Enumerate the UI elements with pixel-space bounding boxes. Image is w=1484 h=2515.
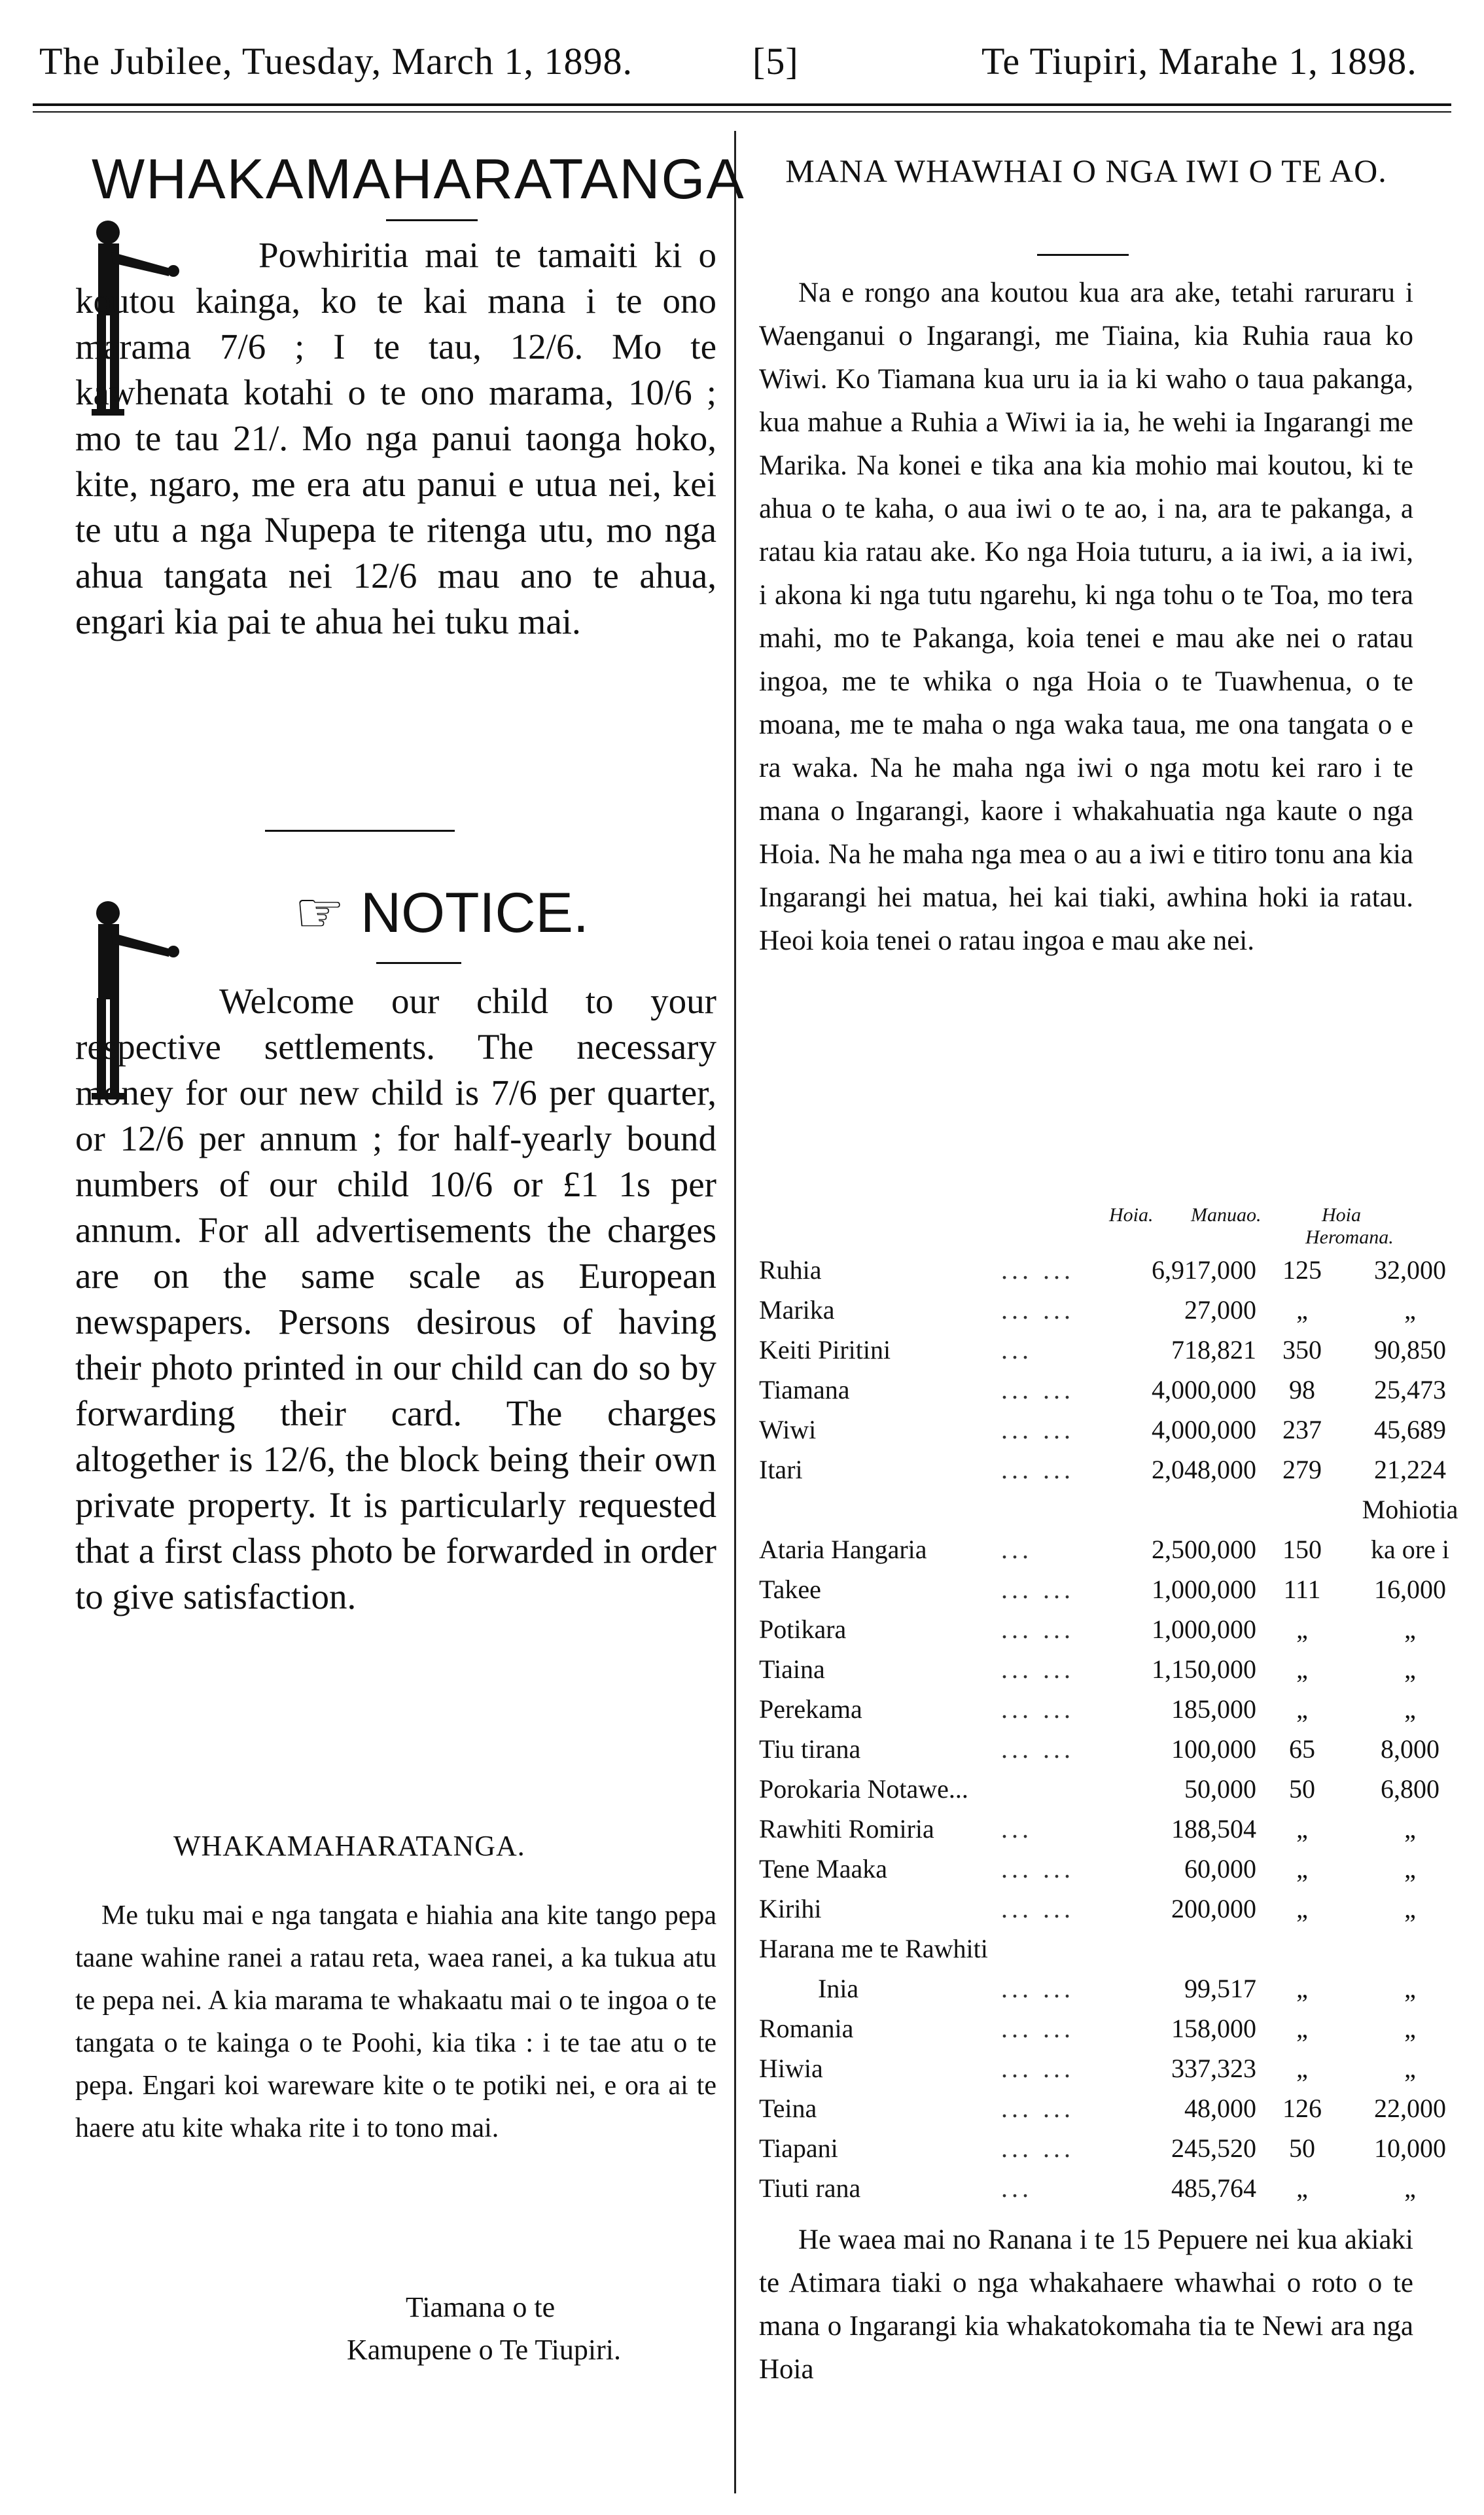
warships-count: 50 <box>1289 2133 1315 2163</box>
warships-count: „ <box>1296 1814 1308 1844</box>
table-row <box>759 1609 1472 1649</box>
english-notice-body <box>75 978 716 1620</box>
article-outro <box>759 2219 1413 2391</box>
country-name: Tiapani <box>759 2133 838 2163</box>
table-row <box>759 2048 1472 2088</box>
reserve-count: „ <box>1404 2173 1416 2203</box>
table-row <box>759 2008 1472 2048</box>
soldiers-count: 2,500,000 <box>1152 1535 1256 1564</box>
soldiers-count <box>1112 1489 1256 1529</box>
leader-dots: ... ... <box>1001 1734 1074 1764</box>
warships-count: 98 <box>1289 1375 1315 1404</box>
reserve-count: „ <box>1404 1854 1416 1883</box>
statistics-table-wrap <box>759 1250 1472 2208</box>
leader-dots: ... ... <box>1001 1894 1074 1923</box>
country-name: Porokaria Notawe... <box>759 1774 968 1804</box>
warships-count: 150 <box>1282 1535 1322 1564</box>
signature-line-2: Kamupene o Te Tiupiri. <box>347 2334 621 2366</box>
country-name: Rawhiti Romiria <box>759 1814 934 1844</box>
leader-dots <box>1001 1769 1112 1809</box>
warships-count: „ <box>1296 2014 1308 2043</box>
table-row <box>759 1569 1472 1609</box>
country-name: Teina <box>759 2094 817 2123</box>
soldiers-count: 48,000 <box>1184 2094 1256 2123</box>
leader-dots: ... ... <box>1001 1654 1074 1684</box>
table-row <box>759 1809 1472 1849</box>
leader-dots: ... <box>1001 1535 1033 1564</box>
country-name: Itari <box>759 1455 803 1484</box>
leader-dots: ... ... <box>1001 2094 1074 2123</box>
leader-dots: ... ... <box>1001 1614 1074 1644</box>
country-name: Hiwia <box>759 2054 823 2083</box>
country-name: Harana me te Rawhiti <box>759 1934 988 1963</box>
leader-dots: ... ... <box>1001 1575 1074 1604</box>
country-name: Marika <box>759 1295 835 1325</box>
notice-heading <box>294 880 589 946</box>
reserve-count: „ <box>1404 2014 1416 2043</box>
country-name: Takee <box>759 1575 821 1604</box>
col-header-heromana: Hoia Heromana. <box>1305 1204 1394 1248</box>
maori-notice-title: WHAKAMAHARATANGA <box>92 148 745 211</box>
table-row <box>759 2088 1472 2128</box>
reserve-count: „ <box>1404 1974 1416 2003</box>
soldiers-count: 185,000 <box>1171 1694 1256 1724</box>
header-left: The Jubilee, Tuesday, March 1, 1898. <box>39 40 633 82</box>
country-name: Perekama <box>759 1694 862 1724</box>
article-outro-text: He waea mai no Ranana i te 15 Pepuere nei kua akiaki te Atimara tiaki o nga whakahaere whawhai o roto o te mana o Ingarangi kia whakatokomaha tia te Newi ara nga Hoia <box>759 2224 1413 2385</box>
reserve-count: 32,000 <box>1374 1255 1446 1285</box>
reserve-count: 6,800 <box>1381 1774 1440 1804</box>
reserve-count: 16,000 <box>1374 1575 1446 1604</box>
soldiers-count: 50,000 <box>1184 1774 1256 1804</box>
header-right: Te Tiupiri, Marahe 1, 1898. <box>981 40 1417 82</box>
soldiers-count <box>1112 1929 1256 1969</box>
country-name: Tiu tirana <box>759 1734 861 1764</box>
reserve-count: 22,000 <box>1374 2094 1446 2123</box>
warships-count: „ <box>1296 1614 1308 1644</box>
reserve-count: „ <box>1404 1814 1416 1844</box>
warships-count: 237 <box>1282 1415 1322 1444</box>
subscription-notice-text: Me tuku mai e nga tangata e hiahia ana kite tango pepa taane wahine ranei a ratau reta, waea ranei, a ka tukua atu te pepa nei. A kia marama te whakaatu mai o te ingoa o te tangata o te kainga o te Poohi, kia tika : i te tae atu o te pepa. Engari koi wareware kite o te potiki nei, e ora ai te haere atu kite whaka rite i to tono mai. <box>75 1900 716 2143</box>
warships-count: „ <box>1296 1654 1308 1684</box>
reserve-count: 25,473 <box>1374 1375 1446 1404</box>
warships-count <box>1256 1929 1348 1969</box>
soldiers-count: 200,000 <box>1171 1894 1256 1923</box>
warships-count: „ <box>1296 1694 1308 1724</box>
reserve-count: „ <box>1404 1654 1416 1684</box>
table-row <box>759 1769 1472 1809</box>
country-name: Romania <box>759 2014 854 2043</box>
article-title: MANA WHAWHAI O NGA IWI O TE AO. <box>785 152 1387 189</box>
warships-count: 350 <box>1282 1335 1322 1365</box>
leader-dots: ... ... <box>1001 1974 1074 2003</box>
table-row <box>759 1529 1472 1569</box>
english-notice-text: Welcome our child to your respective settlements. The necessary money for our new child is 7/6 per quarter, or 12/6 per annum ; for half-yearly bound numbers of our child 10/6 or £1 1s per annum. For all advertisements the charges are on the same scale as European newspapers. Persons desirous of having their photo printed in our child can do so by forwarding their card. The charges altogether is 12/6, the block being their own private property. It is particularly requested that a first class photo be forwarded in order to give satisfaction. <box>75 981 716 1616</box>
reserve-count: „ <box>1404 1694 1416 1724</box>
reserve-count: ka ore i <box>1371 1535 1449 1564</box>
reserve-count: 8,000 <box>1381 1734 1440 1764</box>
table-row <box>759 1250 1472 1290</box>
country-name: Tiaina <box>759 1654 825 1684</box>
table-row <box>759 1969 1472 2008</box>
leader-dots: ... ... <box>1001 1295 1074 1325</box>
article-intro-text: Na e rongo ana koutou kua ara ake, tetahi raruraru i Waenganui o Ingarangi, me Tiaina, kia Ruhia raua ko Wiwi. Ko Tiamana kua uru ia ia ki waho o taua pakanga, kua mahue a Ruhia a Wiwi ia ia, he wehi ia Ingarangi me Marika. Na konei e tika ana kia mohio mai koutou, ki te ahua o te kaha, o aua iwi o te ao, i na, ara te pakanga, a ratau kia ratau ake. Ko nga Hoia tuturu, a ia iwi, a ia iwi, i akona ki nga tutu ngarehu, ki nga tohu o te Toa, mo tera mahi, mo te Pakanga, koia tenei e mau ake nei o ratau ingoa, me te whika o nga Hoia o te Tuawhenua, o te moana, me te maha o nga waka taua, me ona tangata o e ra waka. Na he maha nga iwi o nga motu kei raro i te mana o Ingarangi, kaore i whakahuatia nga kaute o nga Hoia. Na he maha nga mea o au a iwi e titiro tonu ana kia Ingarangi hei matua, hei kai tiaki, awhina hoki ia ratau. Heoi koia tenei o ratau ingoa e mau ake nei. <box>759 277 1413 956</box>
table-row <box>759 1330 1472 1370</box>
soldiers-count: 337,323 <box>1171 2054 1256 2083</box>
header-rule <box>33 103 1451 106</box>
soldiers-count: 245,520 <box>1171 2133 1256 2163</box>
country-name: Tiamana <box>759 1375 850 1404</box>
country-name: Ruhia <box>759 1255 822 1285</box>
country-name: Ataria Hangaria <box>759 1535 927 1564</box>
soldiers-count: 1,150,000 <box>1152 1654 1256 1684</box>
table-row <box>759 1689 1472 1729</box>
warships-count: 50 <box>1289 1774 1315 1804</box>
warships-count: „ <box>1296 1894 1308 1923</box>
leader-dots: ... ... <box>1001 1415 1074 1444</box>
table-row <box>759 1889 1472 1929</box>
reserve-count: „ <box>1404 1894 1416 1923</box>
soldiers-count: 99,517 <box>1184 1974 1256 2003</box>
soldiers-count: 4,000,000 <box>1152 1415 1256 1444</box>
warships-count: 279 <box>1282 1455 1322 1484</box>
country-name: Kirihi <box>759 1894 822 1923</box>
maori-notice-text: Powhiritia mai te tamaiti ki o koutou kainga, ko te kai mana i te ono marama 7/6 ; I te tau, 12/6. Mo te kawhenata kotahi o te ono marama, 10/6 ; mo te tau 21/. Mo nga panui taonga hoko, kite, ngaro, me era atu panui e utua nei, kei te utu a nga Nupepa te ritenga utu, mo nga ahua tangata nei 12/6 mau ano te ahua, engari kia pai te ahua hei tuku mai. <box>75 235 716 641</box>
warships-count: „ <box>1296 1854 1308 1883</box>
article-title-rule <box>1037 254 1129 256</box>
subscription-notice-title: WHAKAMAHARATANGA. <box>173 1830 525 1862</box>
reserve-count: 45,689 <box>1374 1415 1446 1444</box>
leader-dots: ... ... <box>1001 2014 1074 2043</box>
soldiers-count: 60,000 <box>1184 1854 1256 1883</box>
table-row <box>759 1849 1472 1889</box>
warships-count: „ <box>1296 2173 1308 2203</box>
column-divider <box>734 131 736 2493</box>
country-name: Wiwi <box>759 1415 817 1444</box>
reserve-count <box>1348 1929 1472 1969</box>
soldiers-count: 485,764 <box>1171 2173 1256 2203</box>
leader-dots: ... <box>1001 2173 1033 2203</box>
warships-count: „ <box>1296 2054 1308 2083</box>
subscription-notice-body <box>75 1895 716 2150</box>
page-number: [5] <box>752 40 799 82</box>
country-name: Keiti Piritini <box>759 1335 891 1365</box>
soldiers-count: 100,000 <box>1171 1734 1256 1764</box>
leader-dots <box>1001 1489 1112 1529</box>
soldiers-count: 6,917,000 <box>1152 1255 1256 1285</box>
table-row <box>759 1729 1472 1769</box>
soldiers-count: 1,000,000 <box>1152 1614 1256 1644</box>
soldiers-count: 27,000 <box>1184 1295 1256 1325</box>
table-row <box>759 1929 1472 1969</box>
leader-dots: ... ... <box>1001 2054 1074 2083</box>
leader-dots: ... <box>1001 1814 1033 1844</box>
warships-count: 125 <box>1282 1255 1322 1285</box>
soldiers-count: 188,504 <box>1171 1814 1256 1844</box>
warships-count: 126 <box>1282 2094 1322 2123</box>
table-row <box>759 1649 1472 1689</box>
leader-dots: ... ... <box>1001 1694 1074 1724</box>
leader-dots: ... ... <box>1001 1255 1074 1285</box>
soldiers-count: 158,000 <box>1171 2014 1256 2043</box>
reserve-count: 90,850 <box>1374 1335 1446 1365</box>
header-rule-thin <box>33 111 1451 113</box>
table-row <box>759 1370 1472 1410</box>
reserve-count: 21,224 <box>1374 1455 1446 1484</box>
reserve-count: „ <box>1404 1295 1416 1325</box>
country-name: Tiuti rana <box>759 2173 861 2203</box>
pointing-hand-icon: ☞ <box>294 880 345 946</box>
soldiers-count: 718,821 <box>1171 1335 1256 1365</box>
leader-dots: ... <box>1001 1335 1033 1365</box>
country-name: Potikara <box>759 1614 847 1644</box>
reserve-count: Mohiotia <box>1362 1495 1458 1524</box>
section-divider <box>265 830 455 832</box>
warships-count: „ <box>1296 1295 1308 1325</box>
soldiers-count: 2,048,000 <box>1152 1455 1256 1484</box>
warships-count: „ <box>1296 1974 1308 2003</box>
leader-dots <box>1001 1929 1112 1969</box>
warships-count: 65 <box>1289 1734 1315 1764</box>
reserve-count: „ <box>1404 2054 1416 2083</box>
leader-dots: ... ... <box>1001 1854 1074 1883</box>
leader-dots: ... ... <box>1001 1375 1074 1404</box>
leader-dots: ... ... <box>1001 2133 1074 2163</box>
warships-count: 111 <box>1283 1575 1321 1604</box>
table-row <box>759 2168 1472 2208</box>
title-rule <box>386 219 478 221</box>
leader-dots: ... ... <box>1001 1455 1074 1484</box>
table-row <box>759 1290 1472 1330</box>
country-name: Inia <box>818 1974 859 2003</box>
military-statistics-table <box>759 1250 1472 2208</box>
col-header-manuao: Manuao. <box>1191 1204 1262 1226</box>
notice-rule <box>376 962 461 964</box>
table-row <box>759 1489 1472 1529</box>
notice-title: NOTICE. <box>361 882 589 944</box>
country-name: Tene Maaka <box>759 1854 887 1883</box>
signature-line-1: Tiamana o te <box>406 2291 556 2323</box>
reserve-count: „ <box>1404 1614 1416 1644</box>
table-row <box>759 1450 1472 1489</box>
article-intro <box>759 272 1413 963</box>
maori-notice-body <box>75 232 716 645</box>
reserve-count: 10,000 <box>1374 2133 1446 2163</box>
soldiers-count: 1,000,000 <box>1152 1575 1256 1604</box>
col-header-hoia: Hoia. <box>1109 1204 1154 1226</box>
table-row <box>759 1410 1472 1450</box>
soldiers-count: 4,000,000 <box>1152 1375 1256 1404</box>
country-name <box>759 1489 1001 1529</box>
warships-count <box>1256 1489 1348 1529</box>
table-row <box>759 2128 1472 2168</box>
